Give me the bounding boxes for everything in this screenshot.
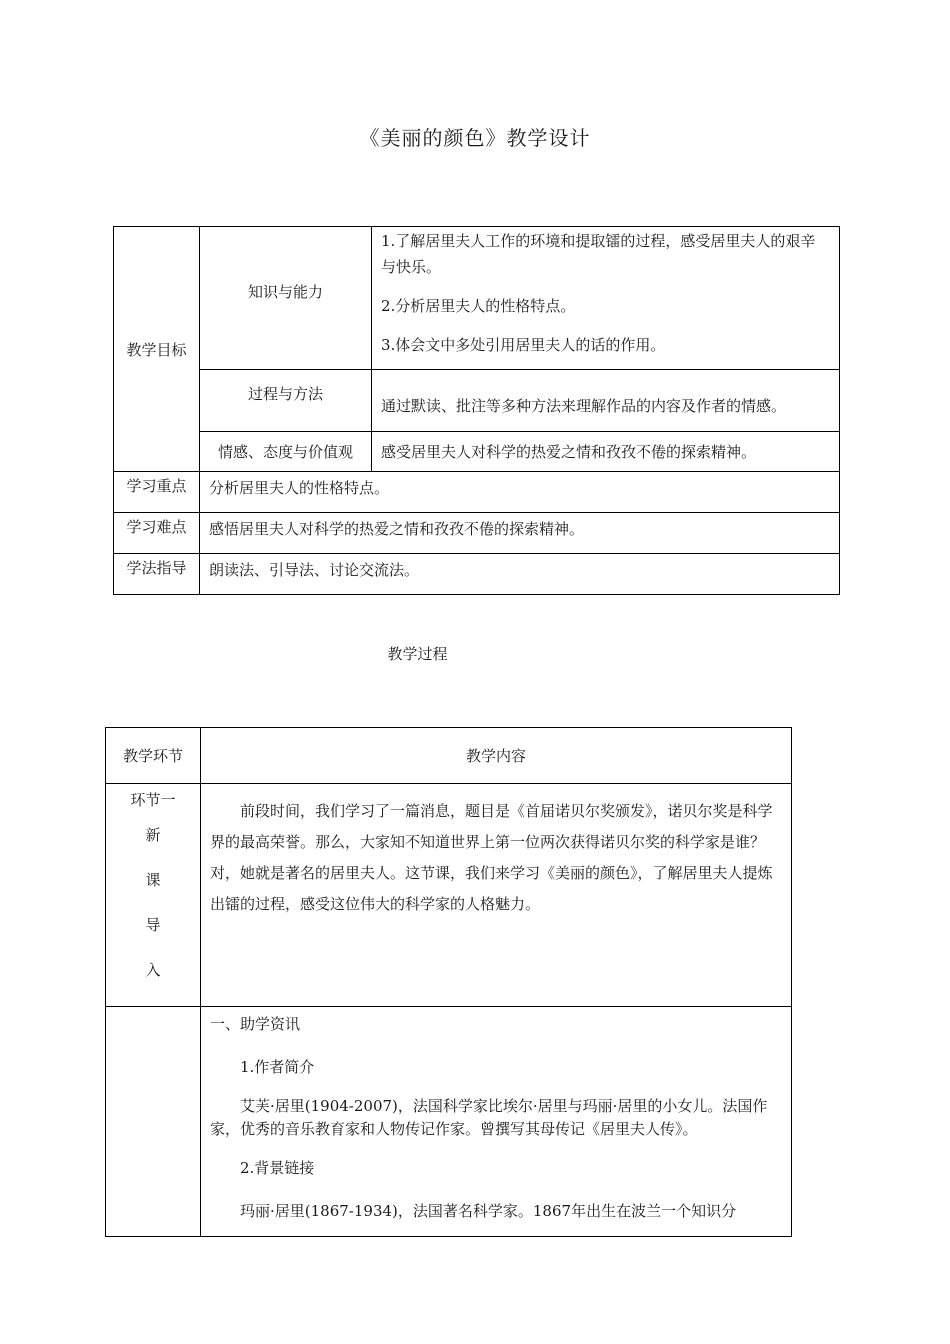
document-title: 《美丽的颜色》教学设计 (359, 126, 591, 150)
knowledge-objectives (372, 227, 840, 370)
stage1-label-line: 课 (145, 871, 161, 889)
method-label: 学法指导 (114, 554, 200, 595)
process-text: 通过默读、批注等多种方法来理解作品的内容及作者的情感。 (372, 370, 840, 432)
stage1-label-line: 新 (145, 826, 161, 844)
design-table (113, 226, 840, 595)
objective-3: 3.体会文中多处引用居里夫人的话的作用。 (381, 336, 666, 354)
objective-2: 2.分析居里夫人的性格特点。 (381, 297, 576, 315)
stage1-paragraph: 前段时间，我们学习了一篇消息，题目是《首届诺贝尔奖颁发》，诺贝尔奖是科学界的最高荣誉。那么，大家知不知道世界上第一位两次获得诺贝尔奖的科学家是谁？对，她就是著名的居里夫人。这节课，我们来学习《美丽的颜色》，了解居里夫人提炼出镭的过程，感受这位伟大的科学家的人格魅力。 (210, 802, 773, 913)
background-heading: 2.背景链接 (240, 1159, 315, 1177)
emotion-text: 感受居里夫人对科学的热爱之情和孜孜不倦的探索精神。 (372, 432, 840, 472)
stage2-heading: 一、助学资讯 (210, 1015, 301, 1033)
stage2-label (106, 1007, 201, 1237)
key-point-text: 分析居里夫人的性格特点。 (200, 472, 840, 513)
process-table (105, 727, 792, 1237)
objective-1: 1.了解居里夫人工作的环境和提取镭的过程，感受居里夫人的艰辛与快乐。 (381, 232, 816, 276)
goals-label: 教学目标 (114, 227, 200, 472)
difficulty-text: 感悟居里夫人对科学的热爱之情和孜孜不倦的探索精神。 (200, 513, 840, 554)
emotion-label: 情感、态度与价值观 (200, 432, 372, 472)
stage1-label-line: 导 (145, 916, 161, 934)
author-intro-text: 艾芙·居里(1904-2007)，法国科学家比埃尔·居里与玛丽·居里的小女儿。法国作家，优秀的音乐教育家和人物传记作家。曾撰写其母传记《居里夫人传》。 (210, 1097, 768, 1138)
stage1-label-line: 环节一 (130, 791, 176, 809)
header-stage: 教学环节 (106, 728, 201, 784)
stage2-content (201, 1007, 792, 1237)
author-intro-heading: 1.作者简介 (240, 1058, 315, 1076)
method-text: 朗读法、引导法、讨论交流法。 (200, 554, 840, 595)
knowledge-label: 知识与能力 (200, 227, 372, 370)
process-label: 过程与方法 (200, 370, 372, 432)
header-content: 教学内容 (201, 728, 792, 784)
stage1-label (106, 784, 201, 1007)
difficulty-label: 学习难点 (114, 513, 200, 554)
key-point-label: 学习重点 (114, 472, 200, 513)
section-title: 教学过程 (387, 645, 448, 663)
stage1-content (201, 784, 792, 1007)
background-text: 玛丽·居里(1867-1934)，法国著名科学家。1867年出生在波兰一个知识分 (240, 1202, 737, 1220)
stage1-label-line: 入 (145, 961, 161, 979)
